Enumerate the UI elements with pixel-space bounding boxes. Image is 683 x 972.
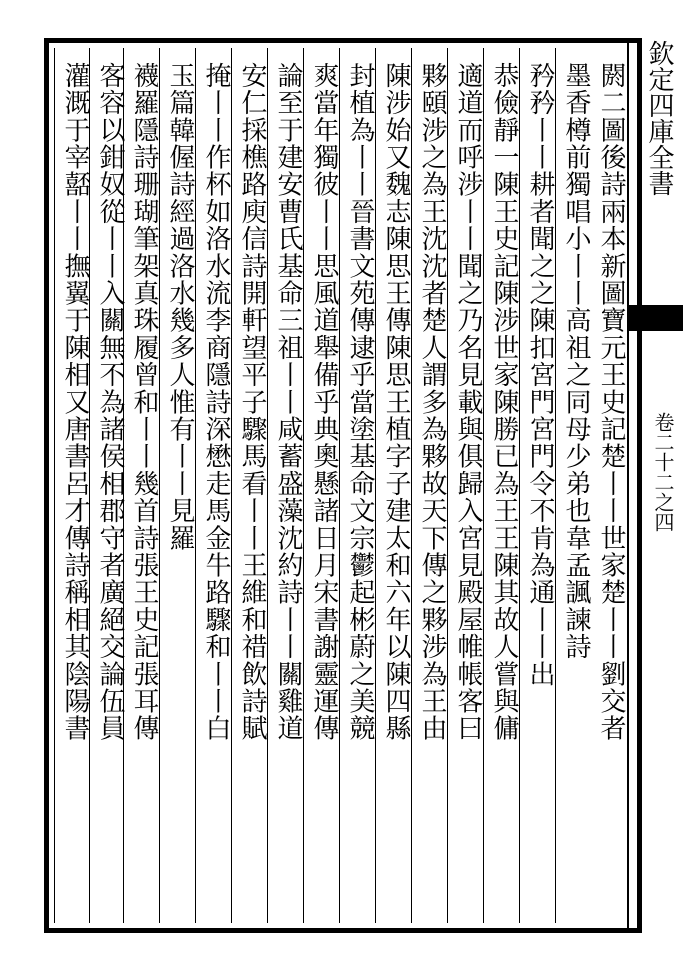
margin-book-title: 欽定四庫全書 (644, 40, 674, 196)
fishtail-mark (627, 305, 683, 331)
text-columns (54, 48, 627, 923)
column-text: 掩丨丨作杯如洛水流李商隱詩深懋走馬金牛路驟和丨丨白 (201, 62, 231, 742)
column-text: 陳涉始又魏志陳思王傳陳思王植字子建太和六年以陳四縣 (381, 62, 411, 742)
column-text: 封植為丨丨晉書文苑傳逮乎當塗基命文宗鬱起彬蔚之美競 (345, 62, 375, 742)
column-text: 客容以鉗奴從丨丨入關無不為諸侯相郡守者廣絕交論伍員 (95, 62, 125, 742)
column-text: 墨香樽前獨唱小丨丨高祖之同母少弟也韋孟諷諫詩 (561, 62, 591, 661)
column-text: 適道而呼涉丨丨聞之乃名見載與俱歸入宮見殿屋帷帳客曰 (453, 62, 483, 742)
column-text: 安仁採樵路庾信詩開軒望平子驟馬看丨丨王維和䄍飲詩賦 (237, 62, 267, 742)
column-text: 灌溉于宰嚭丨丨撫翼于陳相又唐書呂才傳詩稱相其陰陽書 (60, 62, 90, 742)
column-text: 閼二圖後詩兩本新圖寶元王史記楚丨丨世家楚丨丨劉交者 (596, 62, 626, 742)
column-text: 論至于建安曹氏基命三祖丨丨咸蓄盛藻沈約詩丨丨關雞道 (273, 62, 303, 742)
column-text: 玉篇韓偓詩經過洛水幾多人惟有丨丨見羅 (165, 62, 195, 552)
column-text: 恭儉靜一陳王史記陳涉世家陳勝已為王王陳其故人嘗與傭 (489, 62, 519, 742)
margin-volume-label: 卷二十二之四 (651, 412, 675, 532)
column-text: 襪羅隱詩珊瑚筆架真珠履曾和丨丨幾首詩張王史記張耳傳 (129, 62, 159, 742)
column-text: 爽當年獨彼丨丨思風道舉備乎典奧懸諸日月宋書謝靈運傳 (309, 62, 339, 742)
text-column-16 (54, 48, 89, 923)
column-text: 矜矜丨丨耕者聞之之陳扣宮門宮門令不肯為通丨丨出 (525, 62, 555, 688)
column-text: 夥頤涉之為王沈沈者楚人謂多為夥故天下傳之夥涉為王由 (417, 62, 447, 742)
